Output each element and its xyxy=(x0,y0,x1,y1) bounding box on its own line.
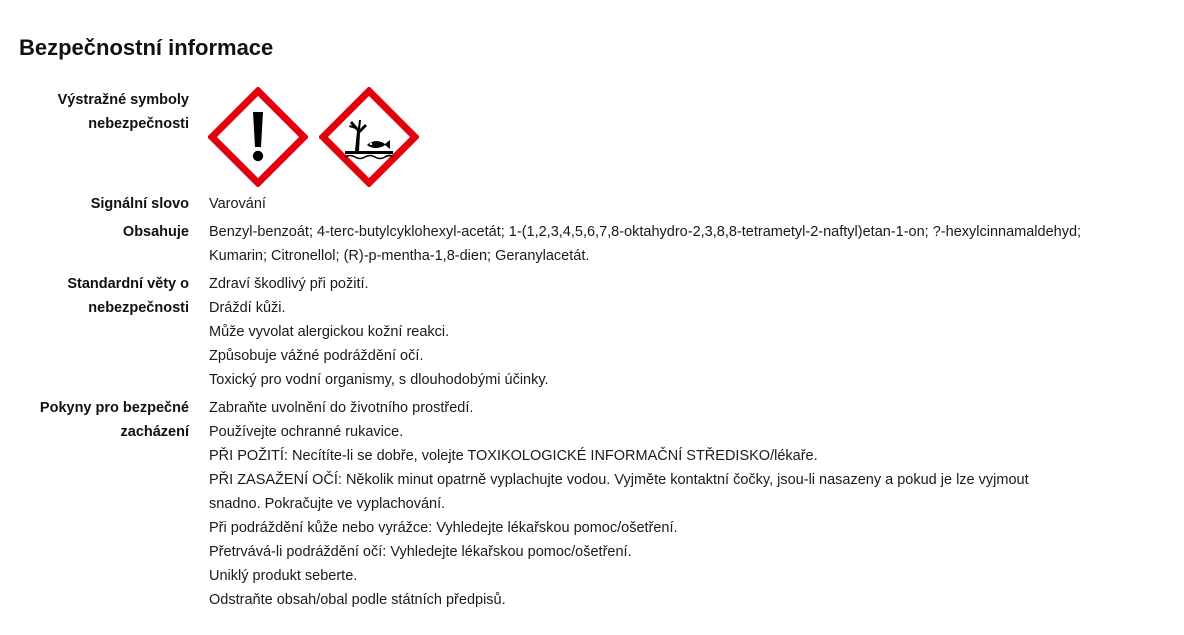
signal-word-value: Varování xyxy=(209,196,266,212)
hazard-statement: Zdraví škodlivý při požití. xyxy=(209,276,369,292)
page-title: Bezpečnostní informace xyxy=(19,35,274,60)
contains-line: Kumarin; Citronellol; (R)-p-mentha-1,8-dien; Geranylacetát. xyxy=(209,248,590,264)
hazard-statements-label xyxy=(14,272,189,320)
pictograms-label-line1: Výstražné symboly xyxy=(57,92,189,108)
precautionary-statement: Odstraňte obsah/obal podle státních předpisů. xyxy=(209,592,506,608)
hazard-statement: Toxický pro vodní organismy, s dlouhodobými účinky. xyxy=(209,372,549,388)
precautionary-statement: Uniklý produkt seberte. xyxy=(209,568,358,584)
precautionary-statements-label-line1: Pokyny pro bezpečné xyxy=(39,400,189,416)
hazard-statements-label-line2: nebezpečnosti xyxy=(88,300,189,316)
environment-hazard-icon xyxy=(319,87,419,187)
precautionary-statements-label xyxy=(14,396,189,444)
hazard-statements-list xyxy=(209,272,1159,392)
exclamation-mark-icon xyxy=(208,87,308,187)
precautionary-statement: PŘI POŽITÍ: Necítíte-li se dobře, volejte TOXIKOLOGICKÉ INFORMAČNÍ STŘEDISKO/lékaře. xyxy=(209,448,818,464)
precautionary-statement: Používejte ochranné rukavice. xyxy=(209,424,404,440)
contains-line: Benzyl-benzoát; 4-terc-butylcyklohexyl-acetát; 1-(1,2,3,4,5,6,7,8-oktahydro-2,3,8,8-tetrametyl-2-naftyl)etan-1-on; ?-hexylcinnamaldehyd; xyxy=(209,224,1082,240)
hazard-statements-label-line1: Standardní věty o xyxy=(67,276,189,292)
pictograms-label-line2: nebezpečnosti xyxy=(88,116,189,132)
contains-value xyxy=(209,220,1159,268)
pictograms-label xyxy=(14,88,189,136)
precautionary-statements-label-line2: zacházení xyxy=(120,424,189,440)
precautionary-statement: Při podráždění kůže nebo vyrážce: Vyhledejte lékařskou pomoc/ošetření. xyxy=(209,520,678,536)
hazard-statement: Dráždí kůži. xyxy=(209,300,286,316)
precautionary-statement: Přetrvává-li podráždění očí: Vyhledejte lékařskou pomoc/ošetření. xyxy=(209,544,632,560)
hazard-statement: Způsobuje vážné podráždění očí. xyxy=(209,348,424,364)
signal-word-label: Signální slovo xyxy=(90,196,189,212)
precautionary-statement: snadno. Pokračujte ve vyplachování. xyxy=(209,496,446,512)
precautionary-statement: PŘI ZASAŽENÍ OČÍ: Několik minut opatrně vyplachujte vodou. Vyjměte kontaktní čočky, jsou-li nasazeny a pokud je lze vyjmout xyxy=(209,472,1029,488)
contains-label: Obsahuje xyxy=(122,224,189,240)
hazard-statement: Může vyvolat alergickou kožní reakci. xyxy=(209,324,450,340)
precautionary-statement: Zabraňte uvolnění do životního prostředí. xyxy=(209,400,474,416)
precautionary-statements-list xyxy=(209,396,1159,612)
